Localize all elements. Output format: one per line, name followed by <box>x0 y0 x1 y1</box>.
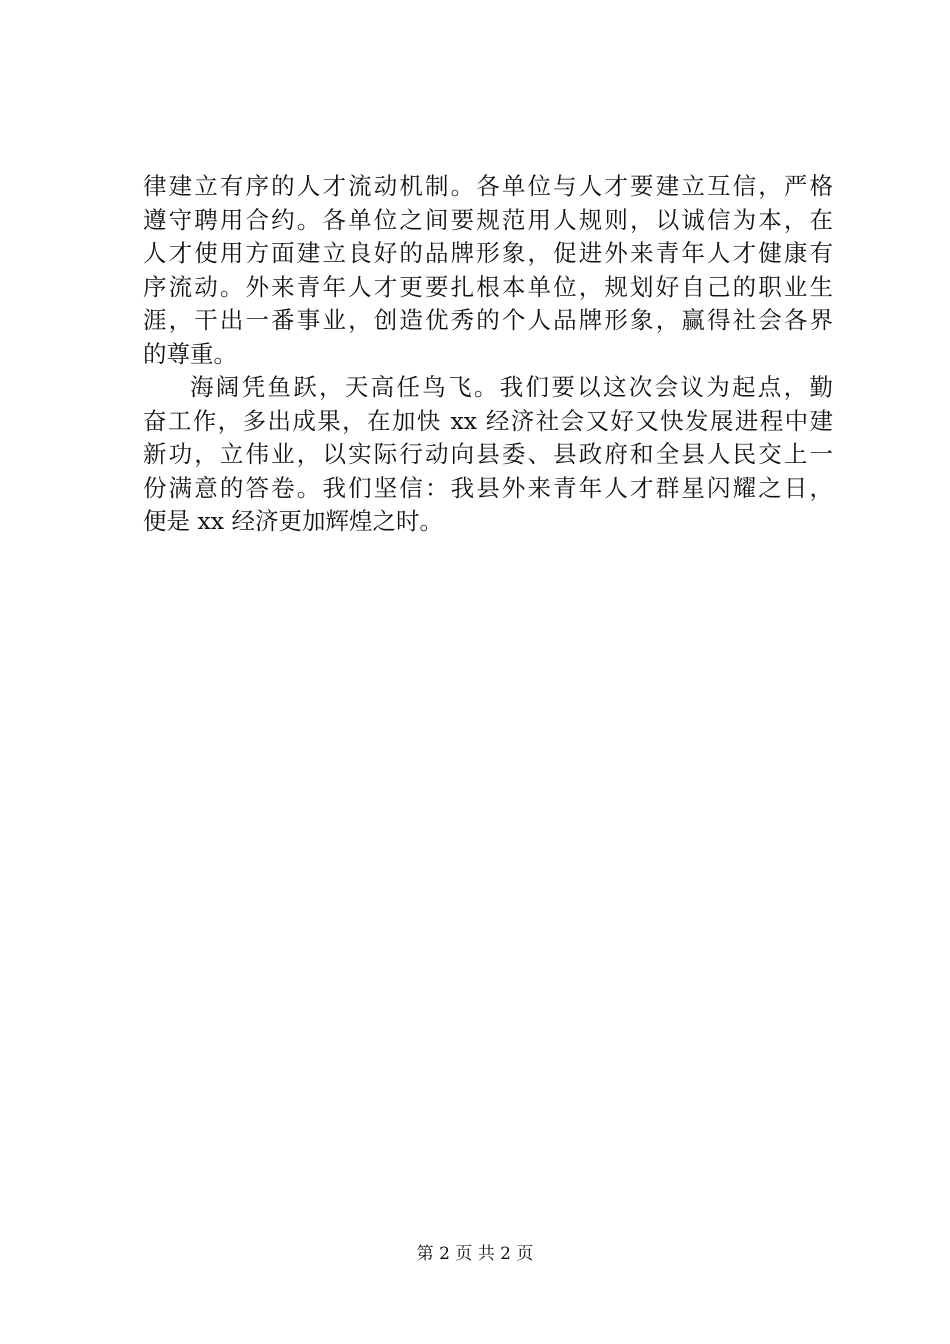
text-line: 序流动。外来青年人才更要扎根本单位，规划好自己的职业生 <box>143 272 833 301</box>
text-line: 份满意的答卷。我们坚信：我县外来青年人才群星闪耀之日， <box>143 473 833 502</box>
document-body <box>143 170 833 539</box>
text-line: 奋工作，多出成果，在加快 xx 经济社会又好又快发展进程中建 <box>143 406 833 435</box>
text-line: 人才使用方面建立良好的品牌形象，促进外来青年人才健康有 <box>143 239 833 267</box>
text-line: 涯，干出一番事业，创造优秀的个人品牌形象，赢得社会各界 <box>143 306 833 334</box>
text-line: 便是 xx 经济更加辉煌之时。 <box>143 507 443 535</box>
text-line: 海阔凭鱼跃，天高任鸟飞。我们要以这次会议为起点，勤 <box>190 373 833 401</box>
text-line: 遵守聘用合约。各单位之间要规范用人规则，以诚信为本，在 <box>143 205 833 234</box>
text-line: 新功，立伟业，以实际行动向县委、县政府和全县人民交上一 <box>143 440 833 468</box>
text-line: 律建立有序的人才流动机制。各单位与人才要建立互信，严格 <box>143 172 833 200</box>
text-line: 的尊重。 <box>143 339 237 368</box>
page-footer: 第 2 页 共 2 页 <box>416 1244 534 1264</box>
